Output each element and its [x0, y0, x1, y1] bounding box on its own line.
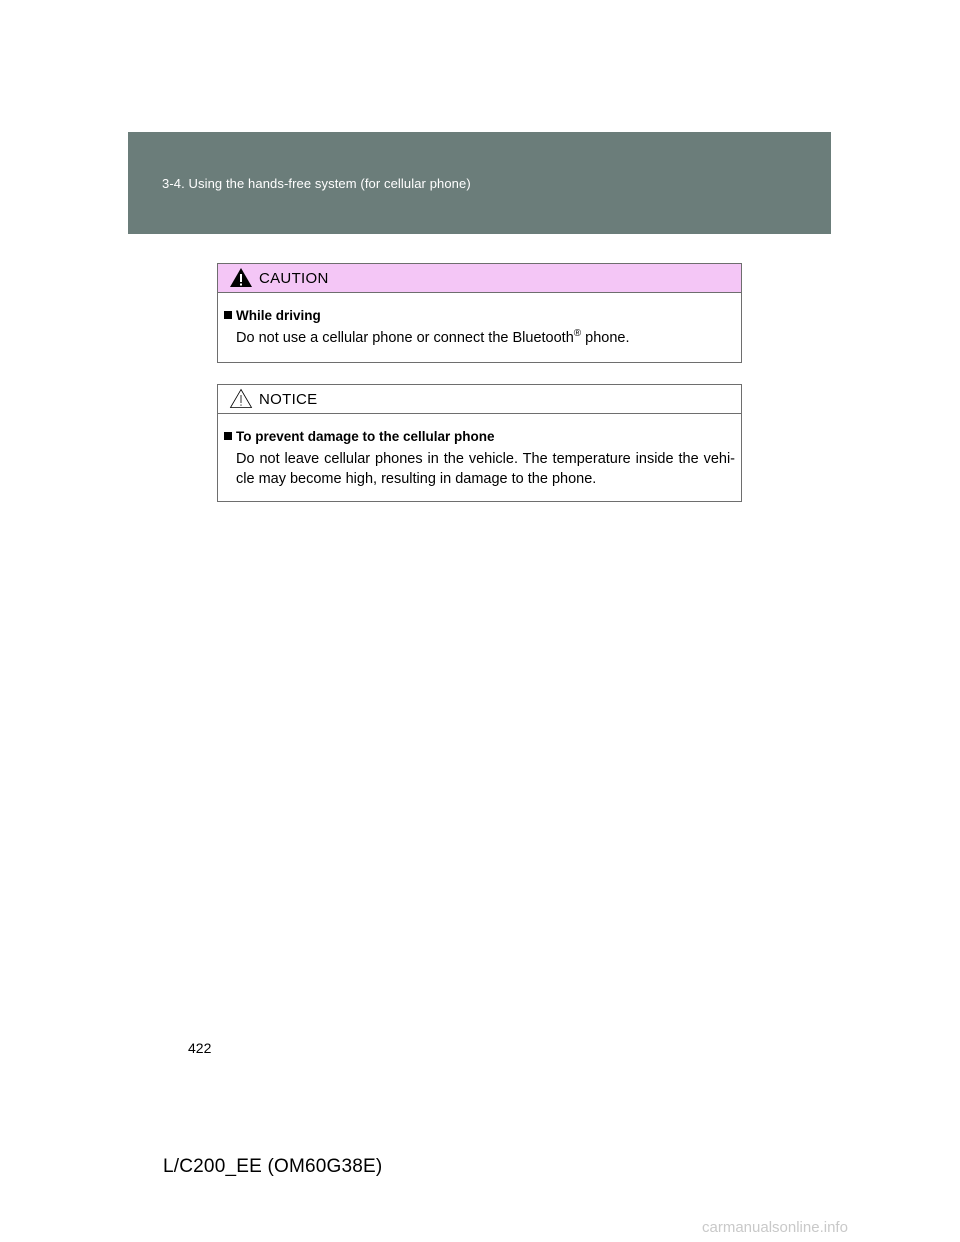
bullet-square-icon [224, 311, 232, 319]
warning-triangle-outline-icon [229, 388, 253, 409]
section-title: 3-4. Using the hands-free system (for cellular phone) [162, 176, 471, 191]
page-number: 422 [188, 1040, 212, 1056]
notice-item-title: To prevent damage to the cellular phone [236, 429, 495, 444]
bullet-square-icon [224, 432, 232, 440]
caution-header [218, 264, 741, 293]
notice-box [217, 384, 742, 502]
section-header [128, 132, 831, 234]
caution-label: CAUTION [259, 270, 329, 287]
notice-header [218, 385, 741, 414]
notice-item-text: Do not leave cellular phones in the vehicle. The temperature inside the vehi-cle may become high, resulting in damage to the phone. [236, 451, 735, 487]
caution-item-title: While driving [236, 308, 321, 323]
caution-item-title-row [218, 307, 741, 325]
notice-item-title-row [218, 428, 741, 446]
warning-triangle-filled-icon [229, 267, 253, 288]
registered-mark: ® [573, 328, 582, 340]
watermark: carmanualsonline.info [702, 1219, 848, 1236]
caution-body [218, 293, 741, 348]
document-code: L/C200_EE (OM60G38E) [163, 1156, 383, 1177]
caution-text-after: phone. [581, 330, 630, 346]
caution-item-text [218, 325, 741, 348]
caution-box [217, 263, 742, 363]
notice-body [218, 414, 741, 489]
caution-text-before: Do not use a cellular phone or connect the Bluetooth [236, 330, 574, 346]
notice-label: NOTICE [259, 391, 318, 408]
